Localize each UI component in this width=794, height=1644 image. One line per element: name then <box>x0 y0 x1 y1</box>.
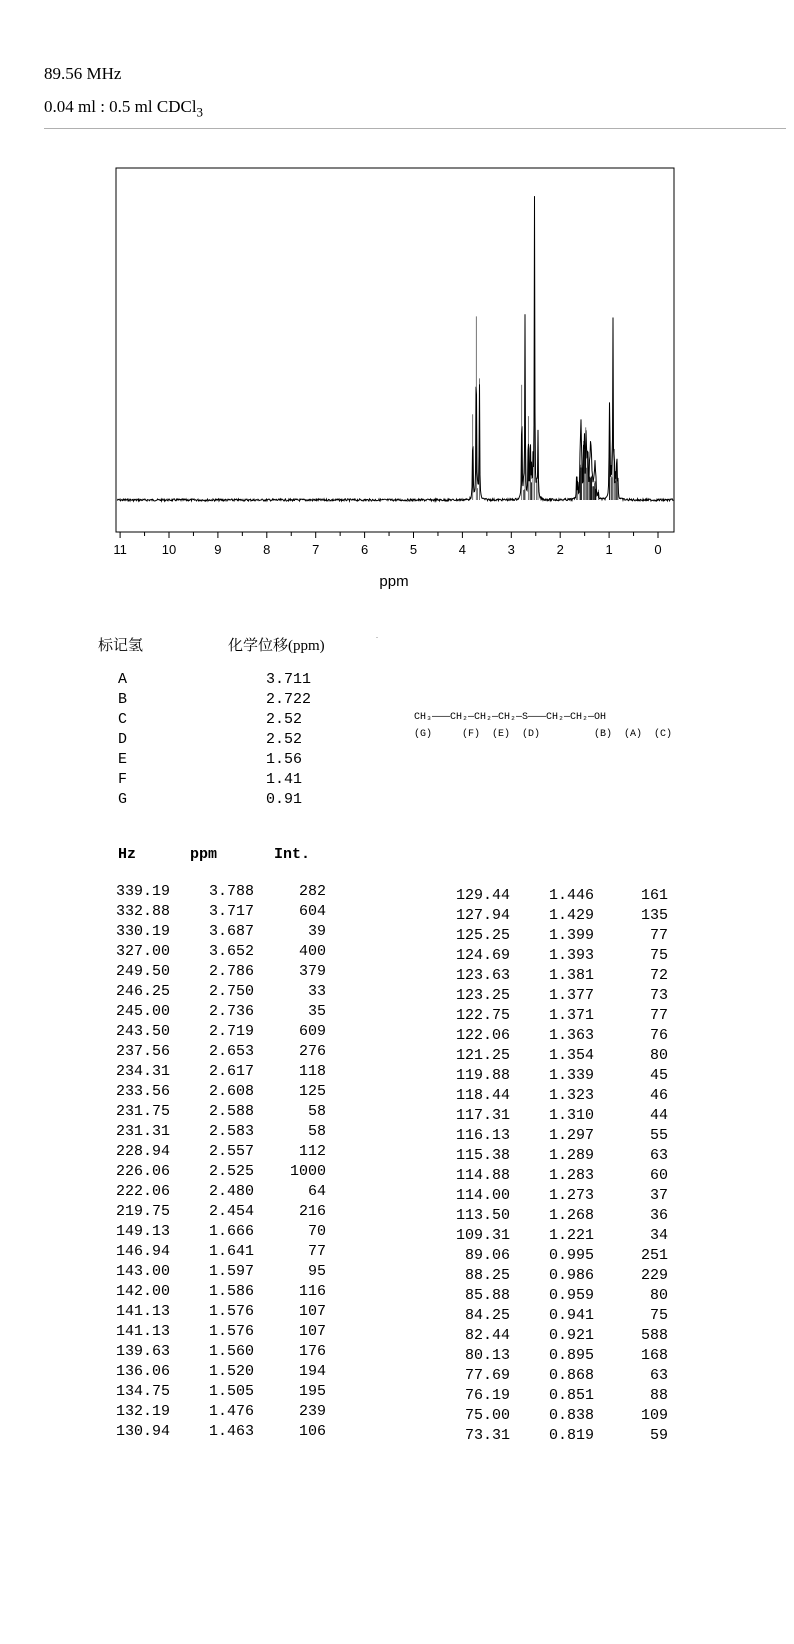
cell-int: 55 <box>649 1127 668 1144</box>
cell-hz: 82.44 <box>464 1327 510 1344</box>
cell-hz: 141.13 <box>115 1303 170 1320</box>
assignment-hydrogen-header: 标记氢 <box>98 638 144 654</box>
cell-ppm: 2.557 <box>208 1143 254 1160</box>
cell-ppm: 0.819 <box>548 1427 594 1444</box>
cell-hz: 249.50 <box>115 963 170 980</box>
cell-ppm: 1.289 <box>548 1147 594 1164</box>
cell-ppm: 1.323 <box>548 1087 594 1104</box>
cell-ppm: 2.653 <box>208 1043 254 1060</box>
cell-ppm: 1.268 <box>548 1207 594 1224</box>
cell-int: 36 <box>649 1207 668 1224</box>
sample-prefix: 0.04 ml : 0.5 ml CDCl <box>44 97 197 116</box>
cell-int: 135 <box>640 907 668 924</box>
cell-int: 45 <box>649 1067 668 1084</box>
cell-int: 88 <box>649 1387 668 1404</box>
assignment-shift: 2.722 <box>266 691 312 708</box>
cell-int: 107 <box>298 1323 326 1340</box>
cell-ppm: 1.273 <box>548 1187 594 1204</box>
cell-int: 80 <box>649 1287 668 1304</box>
cell-ppm: 0.986 <box>548 1267 594 1284</box>
cell-int: 64 <box>307 1183 326 1200</box>
cell-int: 604 <box>298 903 326 920</box>
cell-ppm: 1.377 <box>548 987 594 1004</box>
assignment-shift-header: 化学位移(ppm) <box>228 638 325 654</box>
col-header-int: Int. <box>274 846 311 863</box>
cell-hz: 114.00 <box>455 1187 510 1204</box>
nmr-spectrum-chart <box>0 150 794 590</box>
cell-int: 70 <box>307 1223 326 1240</box>
assignment-shift: 1.56 <box>266 751 303 768</box>
cell-int: 63 <box>649 1147 668 1164</box>
cell-ppm: 2.480 <box>208 1183 254 1200</box>
cell-hz: 115.38 <box>455 1147 510 1164</box>
cell-ppm: 1.297 <box>548 1127 594 1144</box>
cell-ppm: 0.941 <box>548 1307 594 1324</box>
cell-ppm: 3.717 <box>208 903 254 920</box>
cell-ppm: 1.393 <box>548 947 594 964</box>
cell-int: 77 <box>649 927 668 944</box>
cell-int: 58 <box>307 1123 326 1140</box>
cell-ppm: 0.851 <box>548 1387 594 1404</box>
x-tick-label: 1 <box>605 542 613 557</box>
cell-ppm: 1.666 <box>208 1223 254 1240</box>
cell-hz: 117.31 <box>455 1107 510 1124</box>
stray-dot <box>376 637 378 638</box>
cell-ppm: 1.381 <box>548 967 594 984</box>
cell-int: 80 <box>649 1047 668 1064</box>
cell-ppm: 1.560 <box>208 1343 254 1360</box>
molecular-structure <box>414 712 672 740</box>
cell-int: 176 <box>298 1343 326 1360</box>
cell-int: 125 <box>298 1083 326 1100</box>
cell-hz: 327.00 <box>115 943 170 960</box>
x-tick-label: 10 <box>161 542 177 557</box>
cell-ppm: 1.476 <box>208 1403 254 1420</box>
cell-hz: 85.88 <box>464 1287 510 1304</box>
cell-int: 63 <box>649 1367 668 1384</box>
cell-ppm: 2.525 <box>208 1163 254 1180</box>
cell-hz: 142.00 <box>115 1283 170 1300</box>
cell-ppm: 2.454 <box>208 1203 254 1220</box>
assignment-label: F <box>118 771 128 788</box>
cell-ppm: 3.687 <box>208 923 254 940</box>
x-tick-label: 4 <box>458 542 467 557</box>
assignment-label: A <box>118 671 128 688</box>
x-tick-label: 2 <box>556 542 564 557</box>
peak-marks <box>473 196 618 500</box>
cell-ppm: 0.868 <box>548 1367 594 1384</box>
cell-int: 46 <box>649 1087 668 1104</box>
cell-int: 229 <box>640 1267 668 1284</box>
cell-ppm: 0.959 <box>548 1287 594 1304</box>
cell-hz: 330.19 <box>115 923 170 940</box>
cell-hz: 84.25 <box>464 1307 510 1324</box>
cell-int: 195 <box>298 1383 326 1400</box>
cell-int: 95 <box>307 1263 326 1280</box>
cell-ppm: 2.736 <box>208 1003 254 1020</box>
cell-hz: 219.75 <box>115 1203 170 1220</box>
cell-hz: 121.25 <box>455 1047 510 1064</box>
cell-int: 379 <box>298 963 326 980</box>
x-tick-label: 9 <box>214 542 222 557</box>
sample-concentration <box>44 97 203 120</box>
cell-ppm: 2.719 <box>208 1023 254 1040</box>
cell-hz: 237.56 <box>115 1043 170 1060</box>
cell-ppm: 1.354 <box>548 1047 594 1064</box>
cell-hz: 243.50 <box>115 1023 170 1040</box>
cell-int: 609 <box>298 1023 326 1040</box>
cell-hz: 89.06 <box>464 1247 510 1264</box>
cell-hz: 76.19 <box>464 1387 510 1404</box>
x-tick-label: 6 <box>360 542 369 557</box>
cell-int: 58 <box>307 1103 326 1120</box>
cell-ppm: 1.371 <box>548 1007 594 1024</box>
cell-hz: 134.75 <box>115 1383 170 1400</box>
cell-int: 34 <box>649 1227 668 1244</box>
col-header-hz: Hz <box>118 846 137 863</box>
cell-int: 400 <box>298 943 326 960</box>
cell-int: 44 <box>649 1107 668 1124</box>
cell-hz: 122.06 <box>455 1027 510 1044</box>
assignment-shift: 0.91 <box>266 791 303 808</box>
cell-int: 216 <box>298 1203 326 1220</box>
cell-hz: 231.75 <box>115 1103 170 1120</box>
cell-ppm: 1.446 <box>548 887 594 904</box>
header-divider <box>44 128 786 129</box>
cell-ppm: 2.608 <box>208 1083 254 1100</box>
assignment-shift: 3.711 <box>266 671 312 688</box>
cell-int: 276 <box>298 1043 326 1060</box>
assignment-shift: 1.41 <box>266 771 303 788</box>
cell-ppm: 2.617 <box>208 1063 254 1080</box>
cell-ppm: 1.363 <box>548 1027 594 1044</box>
x-tick-label: 11 <box>113 542 127 557</box>
cell-hz: 113.50 <box>455 1207 510 1224</box>
cell-ppm: 1.429 <box>548 907 594 924</box>
x-tick-label: 8 <box>263 542 271 557</box>
cell-ppm: 1.520 <box>208 1363 254 1380</box>
col-header-ppm: ppm <box>190 846 218 863</box>
cell-int: 106 <box>298 1423 326 1440</box>
cell-ppm: 0.921 <box>548 1327 594 1344</box>
cell-ppm: 3.652 <box>208 943 254 960</box>
x-axis-label: ppm <box>379 573 409 590</box>
cell-hz: 124.69 <box>455 947 510 964</box>
spectrometer-frequency: 89.56 MHz <box>44 64 122 83</box>
cell-hz: 149.13 <box>115 1223 170 1240</box>
cell-int: 118 <box>298 1063 326 1080</box>
x-tick-label: 3 <box>507 542 515 557</box>
cell-hz: 226.06 <box>115 1163 170 1180</box>
cell-hz: 129.44 <box>455 887 510 904</box>
cell-hz: 88.25 <box>464 1267 510 1284</box>
cell-hz: 122.75 <box>455 1007 510 1024</box>
cell-int: 35 <box>307 1003 326 1020</box>
cell-int: 39 <box>307 923 326 940</box>
x-axis-tick-labels <box>113 542 661 557</box>
x-axis-ticks <box>120 532 658 538</box>
cell-int: 282 <box>298 883 326 900</box>
cell-int: 76 <box>649 1027 668 1044</box>
cell-hz: 80.13 <box>464 1347 510 1364</box>
cell-int: 588 <box>640 1327 668 1344</box>
cell-ppm: 1.597 <box>208 1263 254 1280</box>
cell-ppm: 1.641 <box>208 1243 254 1260</box>
cell-hz: 75.00 <box>464 1407 510 1424</box>
cell-hz: 127.94 <box>455 907 510 924</box>
cell-hz: 139.63 <box>115 1343 170 1360</box>
cell-hz: 339.19 <box>115 883 170 900</box>
cell-ppm: 1.399 <box>548 927 594 944</box>
cell-hz: 132.19 <box>115 1403 170 1420</box>
assignment-label: D <box>118 731 128 748</box>
cell-hz: 119.88 <box>455 1067 510 1084</box>
cell-ppm: 2.588 <box>208 1103 254 1120</box>
structure-formula: CH₃———CH₂—CH₂—CH₂—S———CH₂—CH₂—OH <box>414 712 607 723</box>
cell-ppm: 1.221 <box>548 1227 594 1244</box>
cell-int: 239 <box>298 1403 326 1420</box>
cell-ppm: 1.586 <box>208 1283 254 1300</box>
cell-hz: 114.88 <box>455 1167 510 1184</box>
cell-hz: 245.00 <box>115 1003 170 1020</box>
cell-hz: 228.94 <box>115 1143 170 1160</box>
cell-int: 75 <box>649 947 668 964</box>
cell-ppm: 1.339 <box>548 1067 594 1084</box>
cell-int: 59 <box>649 1427 668 1444</box>
cell-ppm: 2.786 <box>208 963 254 980</box>
cell-int: 77 <box>649 1007 668 1024</box>
cell-hz: 141.13 <box>115 1323 170 1340</box>
cell-int: 251 <box>640 1247 668 1264</box>
cell-int: 168 <box>640 1347 668 1364</box>
cell-ppm: 1.283 <box>548 1167 594 1184</box>
cell-hz: 118.44 <box>455 1087 510 1104</box>
cell-hz: 234.31 <box>115 1063 170 1080</box>
cell-int: 116 <box>298 1283 326 1300</box>
cell-hz: 125.25 <box>455 927 510 944</box>
cell-ppm: 3.788 <box>208 883 254 900</box>
cell-int: 194 <box>298 1363 326 1380</box>
assignment-label: B <box>118 691 128 708</box>
cell-hz: 73.31 <box>464 1427 510 1444</box>
structure-labels: (G) (F) (E) (D) (B) (A) (C) <box>414 729 673 740</box>
x-tick-label: 5 <box>409 542 418 557</box>
cell-ppm: 1.505 <box>208 1383 254 1400</box>
spectrum-trace <box>117 196 673 501</box>
cell-int: 1000 <box>289 1163 326 1180</box>
cell-int: 107 <box>298 1303 326 1320</box>
assignment-label: C <box>118 711 128 728</box>
cell-int: 72 <box>649 967 668 984</box>
cell-hz: 332.88 <box>115 903 170 920</box>
cell-ppm: 1.576 <box>208 1303 254 1320</box>
cell-ppm: 2.750 <box>208 983 254 1000</box>
cell-int: 73 <box>649 987 668 1004</box>
cell-int: 161 <box>640 887 668 904</box>
cell-int: 112 <box>298 1143 326 1160</box>
cell-ppm: 1.463 <box>208 1423 254 1440</box>
assignment-label: G <box>118 791 128 808</box>
plot-frame <box>116 168 674 532</box>
assignment-shift: 2.52 <box>266 711 303 728</box>
x-tick-label: 7 <box>312 542 320 557</box>
cell-hz: 123.63 <box>455 967 510 984</box>
cell-hz: 130.94 <box>115 1423 170 1440</box>
cell-ppm: 0.838 <box>548 1407 594 1424</box>
cell-hz: 231.31 <box>115 1123 170 1140</box>
cell-ppm: 1.310 <box>548 1107 594 1124</box>
cell-int: 77 <box>307 1243 326 1260</box>
cell-ppm: 1.576 <box>208 1323 254 1340</box>
x-tick-label: 0 <box>654 542 662 557</box>
cell-int: 33 <box>307 983 326 1000</box>
cell-hz: 143.00 <box>115 1263 170 1280</box>
cell-hz: 222.06 <box>115 1183 170 1200</box>
cell-int: 37 <box>649 1187 668 1204</box>
cell-hz: 123.25 <box>455 987 510 1004</box>
cell-int: 60 <box>649 1167 668 1184</box>
cell-hz: 77.69 <box>464 1367 510 1384</box>
sample-subscript: 3 <box>196 104 204 120</box>
cell-hz: 136.06 <box>115 1363 170 1380</box>
cell-hz: 109.31 <box>455 1227 510 1244</box>
cell-ppm: 0.895 <box>548 1347 594 1364</box>
cell-int: 75 <box>649 1307 668 1324</box>
cell-hz: 233.56 <box>115 1083 170 1100</box>
cell-hz: 116.13 <box>455 1127 510 1144</box>
cell-hz: 246.25 <box>115 983 170 1000</box>
assignment-shift: 2.52 <box>266 731 303 748</box>
cell-hz: 146.94 <box>115 1243 170 1260</box>
cell-int: 109 <box>640 1407 668 1424</box>
assignment-label: E <box>118 751 128 768</box>
cell-ppm: 0.995 <box>548 1247 594 1264</box>
cell-ppm: 2.583 <box>208 1123 254 1140</box>
